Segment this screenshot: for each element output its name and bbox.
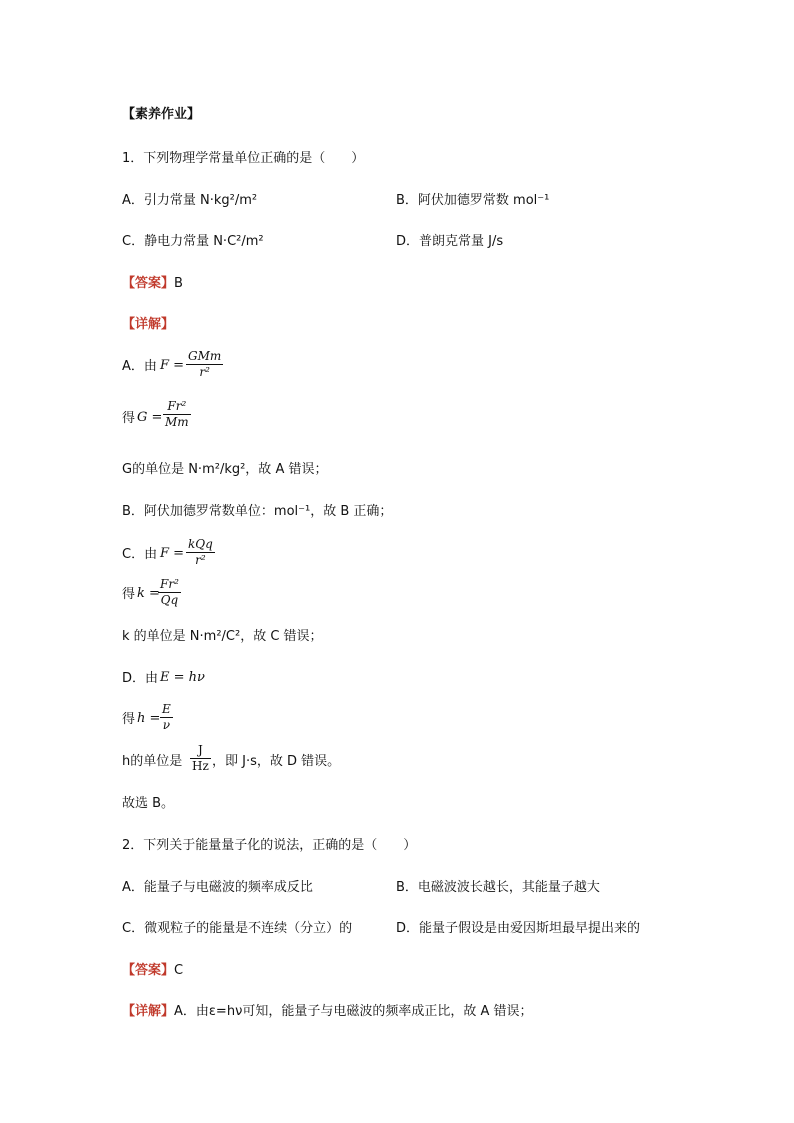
q1-option-d: D．普朗克常量 J/s xyxy=(396,234,504,249)
fraction-gravity: GMm r² xyxy=(188,349,222,379)
answer-label: 【答案】 xyxy=(122,963,175,978)
q2-option-b: B．电磁波波长越长，其能量子越大 xyxy=(396,880,600,895)
fraction-coulomb: kQq r² xyxy=(188,537,213,567)
step-c-lhs: F = xyxy=(160,546,185,561)
fraction-k: Fr² Qq xyxy=(160,577,179,607)
step-a-lhs: F = xyxy=(160,358,185,373)
step-a2-lhs: G = xyxy=(137,410,163,425)
fraction-h: E ν xyxy=(162,702,171,732)
q2-option-d: D．能量子假设是由爱因斯坦最早提出来的 xyxy=(396,921,641,936)
detail-label: 【详解】 xyxy=(122,1004,175,1019)
q1-option-b: B．阿伏加德罗常数 mol⁻¹ xyxy=(396,193,550,208)
step-d-prefix: D．由 xyxy=(122,671,159,686)
q1-detail-label: 【详解】 xyxy=(122,317,175,332)
step-c-prefix: C．由 xyxy=(122,547,158,562)
q2-detail xyxy=(122,1003,533,1021)
q1-option-c: C．静电力常量 N·C²/m² xyxy=(122,234,264,249)
step-d3-pre: h的单位是 xyxy=(122,754,183,769)
step-d3-post: ，即 J·s，故 D 错误。 xyxy=(212,754,341,769)
question-2-stem: 2．下列关于能量量子化的说法，正确的是（ ） xyxy=(122,838,417,853)
step-b: B．阿伏加德罗常数单位：mol⁻¹，故 B 正确； xyxy=(122,504,393,519)
q1-option-a: A．引力常量 N·kg²/m² xyxy=(122,193,258,208)
q2-option-c: C．微观粒子的能量是不连续（分立）的 xyxy=(122,921,353,936)
step-c2-lhs: k = xyxy=(137,586,160,601)
answer-value: C xyxy=(174,963,184,978)
step-d2-prefix: 得 xyxy=(122,712,136,727)
q1-conclusion: 故选 B。 xyxy=(122,796,175,811)
q2-option-a: A．能量子与电磁波的频率成反比 xyxy=(122,880,313,895)
fraction-g: Fr² Mm xyxy=(165,399,189,429)
step-a3: G的单位是 N·m²/kg²，故 A 错误； xyxy=(122,462,328,477)
question-1-stem: 1．下列物理学常量单位正确的是（ ） xyxy=(122,151,365,166)
step-a-prefix: A．由 xyxy=(122,359,157,374)
answer-value: B xyxy=(174,276,183,291)
detail-text: A．由ε=hν可知，能量子与电磁波的频率成正比，故 A 错误； xyxy=(174,1004,533,1019)
q1-answer xyxy=(122,275,183,293)
step-c2-prefix: 得 xyxy=(122,587,136,602)
step-d-eq: E = hν xyxy=(160,670,205,685)
section-title: 【素养作业】 xyxy=(122,107,201,122)
step-d2-lhs: h = xyxy=(137,711,161,726)
answer-label: 【答案】 xyxy=(122,276,175,291)
step-a2-prefix: 得 xyxy=(122,411,136,426)
step-c3: k 的单位是 N·m²/C²，故 C 错误； xyxy=(122,629,323,644)
q2-answer xyxy=(122,962,183,980)
fraction-unit: J Hz xyxy=(192,743,209,773)
